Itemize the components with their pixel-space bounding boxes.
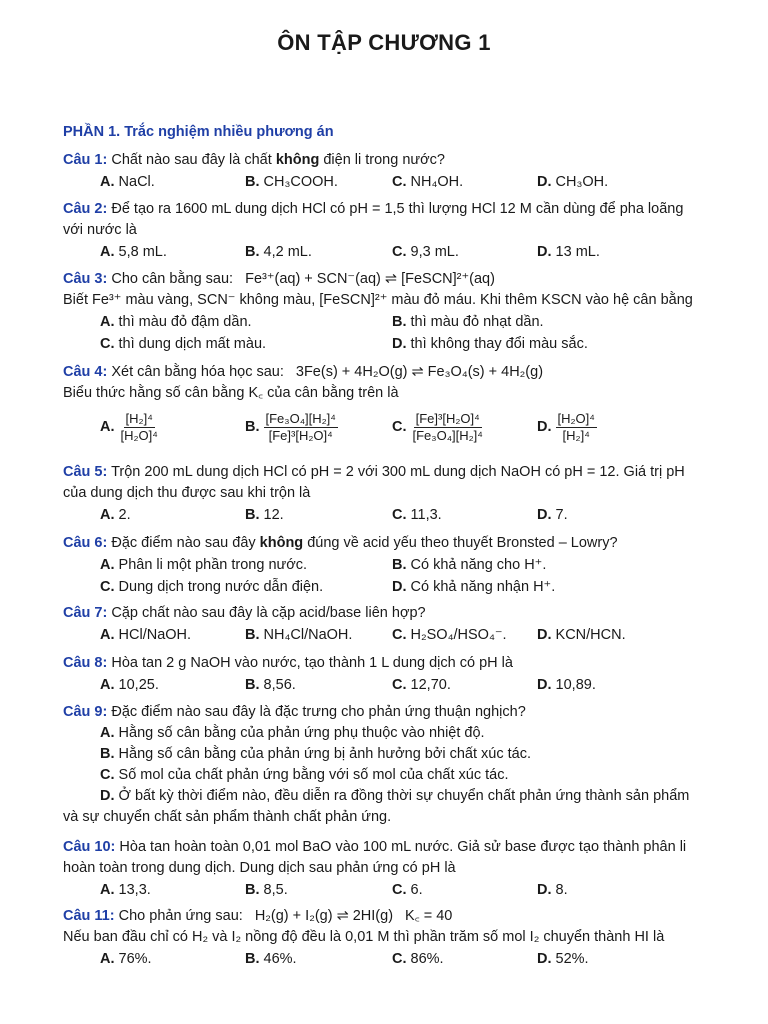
option-c[interactable]: C. 86%.: [392, 951, 444, 967]
question-text: Xét cân bằng hóa học sau:: [107, 364, 284, 380]
option-b[interactable]: B. thì màu đỏ nhạt dần.: [392, 314, 544, 330]
question-text: Đặc điểm nào sau đây là đặc trưng cho phản ứng thuận nghịch?: [107, 704, 526, 720]
option-a[interactable]: A. 2.: [100, 507, 131, 523]
option-d[interactable]: D. Ở bất kỳ thời điểm nào, đều diễn ra đồng thời sự chuyển chất phản ứng thành sản phẩm: [100, 788, 690, 804]
option-c[interactable]: C. $\frac{\text{[Fe]³[H₂O]⁴}}{\text{[Fe₃O₄][H₂]⁴}}$: [392, 410, 483, 443]
option-d-cont: và sự chuyển chất sản phẩm thành chất phản ứng.: [63, 809, 392, 825]
option-c[interactable]: C. H₂SO₄/HSO₄⁻.: [392, 627, 507, 643]
option-d[interactable]: D. KCN/HCN.: [537, 627, 626, 643]
question-1: [63, 150, 728, 193]
question-number: Câu 5:: [63, 464, 108, 480]
option-a[interactable]: A. Hằng số cân bằng của phản ứng phụ thuộc vào nhiệt độ.: [100, 725, 485, 741]
option-d[interactable]: D. Có khả năng nhận H⁺.: [392, 579, 556, 595]
question-8: [63, 653, 728, 696]
question-number: Câu 1:: [63, 152, 108, 168]
question-number: Câu 8:: [63, 655, 108, 671]
option-c[interactable]: C. 9,3 mL.: [392, 244, 459, 260]
option-d[interactable]: D. thì không thay đổi màu sắc.: [392, 336, 588, 352]
section-heading: PHẦN 1. Trắc nghiệm nhiều phương án: [63, 124, 334, 140]
kc-fraction: $\frac{\text{[Fe₃O₄][H₂]⁴}}{\text{[Fe]³[H₂O]⁴}}$: [265, 410, 336, 443]
option-b[interactable]: B. 46%.: [245, 951, 297, 967]
question-5: [63, 462, 728, 526]
question-number: Câu 3:: [63, 271, 108, 287]
page-title: ÔN TẬP CHƯƠNG 1: [277, 30, 491, 55]
option-a[interactable]: A. 10,25.: [100, 677, 159, 693]
question-number: Câu 9:: [63, 704, 108, 720]
question-text: Cho phản ứng sau:: [114, 908, 243, 924]
option-c[interactable]: C. Số mol của chất phản ứng bằng với số mol của chất xúc tác.: [100, 767, 509, 783]
option-d[interactable]: D. 8.: [537, 882, 568, 898]
option-c[interactable]: C. 11,3.: [392, 507, 442, 523]
equilibrium-equation: 3Fe(s) + 4H₂O(g) ⇌ Fe₃O₄(s) + 4H₂(g): [295, 364, 544, 380]
question-text: Cặp chất nào sau đây là cặp acid/base liên hợp?: [107, 605, 426, 621]
kc-fraction: $\frac{\text{[Fe]³[H₂O]⁴}}{\text{[Fe₃O₄][H₂]⁴}}$: [412, 410, 483, 443]
question-emphasis: không: [275, 152, 320, 168]
question-4: [63, 362, 728, 448]
question-number: Câu 2:: [63, 201, 108, 217]
option-d[interactable]: D. CH₃OH.: [537, 174, 609, 190]
option-a[interactable]: A. thì màu đỏ đậm dần.: [100, 314, 252, 330]
equilibrium-equation: H₂(g) + I₂(g) ⇌ 2HI(g): [254, 908, 394, 924]
option-b[interactable]: B. $\frac{\text{[Fe₃O₄][H₂]⁴}}{\text{[Fe]³[H₂O]⁴}}$: [245, 410, 336, 443]
equilibrium-equation: Fe³⁺(aq) + SCN⁻(aq) ⇌ [FeSCN]²⁺(aq): [245, 271, 495, 287]
question-text-cont: với nước là: [63, 222, 137, 238]
question-3: [63, 269, 728, 355]
option-b[interactable]: B. NH₄Cl/NaOH.: [245, 627, 353, 643]
option-b[interactable]: B. 4,2 mL.: [245, 244, 312, 260]
option-b[interactable]: B. 8,56.: [245, 677, 296, 693]
option-a[interactable]: A. 13,3.: [100, 882, 151, 898]
question-7: [63, 603, 728, 646]
option-a[interactable]: A. HCl/NaOH.: [100, 627, 192, 643]
kc-fraction: $\frac{\text{[H₂]⁴}}{\text{[H₂O]⁴}}$: [120, 410, 158, 443]
option-a[interactable]: A. $\frac{\text{[H₂]⁴}}{\text{[H₂O]⁴}}$: [100, 410, 158, 443]
question-number: Câu 10:: [63, 839, 116, 855]
question-number: Câu 7:: [63, 605, 108, 621]
question-10: [63, 837, 728, 901]
option-d[interactable]: D. 13 mL.: [537, 244, 600, 260]
option-b[interactable]: B. 8,5.: [245, 882, 288, 898]
question-9: [63, 702, 728, 828]
option-c[interactable]: C. 12,70.: [392, 677, 451, 693]
question-number: Câu 11:: [63, 908, 115, 924]
question-number: Câu 6:: [63, 535, 108, 551]
option-a[interactable]: A. Phân li một phần trong nước.: [100, 557, 308, 573]
option-b[interactable]: B. Hằng số cân bằng của phản ứng bị ảnh hưởng bởi chất xúc tác.: [100, 746, 532, 762]
question-text: Hòa tan hoàn toàn 0,01 mol BaO vào 100 mL nước. Giả sử base được tạo thành phân li: [115, 839, 687, 855]
question-text-cont: của dung dịch thu được sau khi trộn là: [63, 485, 311, 501]
question-text: đúng về acid yếu theo thuyết Bronsted – Lowry?: [303, 535, 618, 551]
question-text-cont: Nếu ban đầu chỉ có H₂ và I₂ nồng độ đều là 0,01 M thì phần trăm số mol I₂ chuyển thành HI là: [63, 929, 665, 945]
option-d[interactable]: D. $\frac{\text{[H₂O]⁴}}{\text{[H₂]⁴}}$: [537, 410, 595, 443]
option-c[interactable]: C. NH₄OH.: [392, 174, 464, 190]
option-c[interactable]: C. 6.: [392, 882, 423, 898]
option-d[interactable]: D. 7.: [537, 507, 568, 523]
question-emphasis: không: [259, 535, 304, 551]
question-text: Hòa tan 2 g NaOH vào nước, tạo thành 1 L dung dịch có pH là: [107, 655, 513, 671]
question-number: Câu 4:: [63, 364, 108, 380]
option-b[interactable]: B. CH₃COOH.: [245, 174, 338, 190]
question-text-cont: hoàn toàn trong dung dịch. Dung dịch sau phản ứng có pH là: [63, 860, 456, 876]
question-text: Để tạo ra 1600 mL dung dịch HCl có pH = 1,5 thì lượng HCl 12 M cần dùng để pha loãng: [107, 201, 684, 217]
option-a[interactable]: A. 76%.: [100, 951, 152, 967]
question-text: Cho cân bằng sau:: [107, 271, 234, 287]
question-text: Đặc điểm nào sau đây: [107, 535, 260, 551]
option-a[interactable]: A. 5,8 mL.: [100, 244, 167, 260]
question-text: điện li trong nước?: [319, 152, 445, 168]
option-c[interactable]: C. Dung dịch trong nước dẫn điện.: [100, 579, 324, 595]
question-text-cont: Biểu thức hằng số cân bằng K꜀ của cân bằng trên là: [63, 385, 399, 401]
option-b[interactable]: B. Có khả năng cho H⁺.: [392, 557, 547, 573]
question-2: [63, 199, 728, 263]
kc-fraction: $\frac{\text{[H₂O]⁴}}{\text{[H₂]⁴}}$: [557, 410, 595, 443]
question-text: Chất nào sau đây là chất: [107, 152, 276, 168]
question-text: Trộn 200 mL dung dịch HCl có pH = 2 với 300 mL dung dịch NaOH có pH = 12. Giá trị pH: [107, 464, 685, 480]
option-a[interactable]: A. NaCl.: [100, 174, 155, 190]
option-b[interactable]: B. 12.: [245, 507, 284, 523]
option-c[interactable]: C. thì dung dịch mất màu.: [100, 336, 267, 352]
option-d[interactable]: D. 52%.: [537, 951, 589, 967]
equilibrium-constant: K꜀ = 40: [405, 908, 453, 924]
option-d[interactable]: D. 10,89.: [537, 677, 596, 693]
question-text-cont: Biết Fe³⁺ màu vàng, SCN⁻ không màu, [FeSCN]²⁺ màu đỏ máu. Khi thêm KSCN vào hệ cân bằng: [63, 292, 693, 308]
question-11: [63, 906, 728, 970]
question-6: [63, 533, 728, 598]
